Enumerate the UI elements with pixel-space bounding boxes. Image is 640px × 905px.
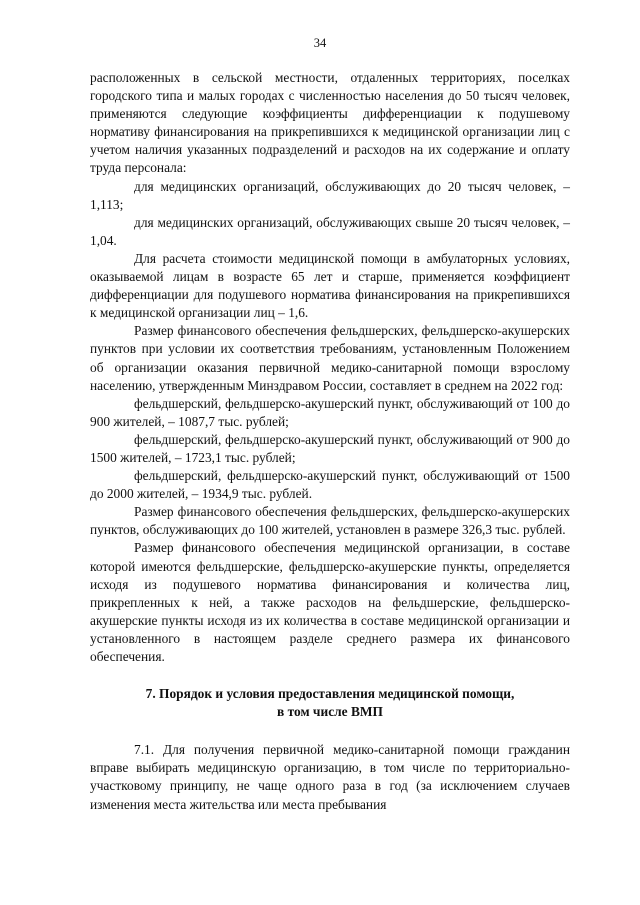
page-number: 34 [313,36,327,50]
body-paragraph: Размер финансового обеспечения медицинской организации, в составе которой имеются фельдшерские, фельдшерско-акушерские пункты, определяется исходя из подушевого норматива финансирования и количества лиц, прикрепленных к ней, а также расходов на фельдшерские, фельдшерско-акушерские пункты исходя из их количества в составе медицинской организации и установленного в настоящем разделе среднего размера их финансового обеспечения. [90,540,570,664]
body-paragraph: Для расчета стоимости медицинской помощи в амбулаторных условиях, оказываемой лицам в возрасте 65 лет и старше, применяется коэффициент дифференциации для подушевого норматива финансирования на прикрепившихся к медицинской организации лиц – 1,6. [90,250,570,321]
body-paragraph: для медицинских организаций, обслуживающих свыше 20 тысяч человек, – 1,04. [90,214,570,248]
body-paragraph: фельдшерский, фельдшерско-акушерский пункт, обслуживающий от 1500 до 2000 жителей, – 1934,9 тыс. рублей. [90,468,570,502]
body-paragraph: для медицинских организаций, обслуживающих до 20 тысяч человек, – 1,113; [90,178,570,212]
section-heading-line: 7. Порядок и условия предоставления медицинской помощи, [145,686,515,702]
section-heading-line: в том числе ВМП [277,704,383,720]
body-paragraph: Размер финансового обеспечения фельдшерских, фельдшерско-акушерских пунктов при условии их соответствия требованиям, установленным Положением об организации оказания первичной медико-санитарной помощи взрослому населению, утвержденным Минздравом России, составляет в среднем на 2022 год: [90,323,570,393]
body-paragraph: фельдшерский, фельдшерско-акушерский пункт, обслуживающий от 900 до 1500 жителей, – 1723,1 тыс. рублей; [90,431,570,465]
body-paragraph: расположенных в сельской местности, отдаленных территориях, поселках городского типа и малых городах с численностью населения до 50 тысяч человек, применяются следующие коэффициенты дифференциации к подушевому нормативу финансирования на прикрепившихся к медицинской организации лиц с учетом наличия указанных подразделений и расходов на их содержание и оплату труда персонала: [90,70,570,176]
document-body [90,69,570,814]
section-heading [90,685,570,721]
body-paragraph: Размер финансового обеспечения фельдшерских, фельдшерско-акушерских пунктов, обслуживающих до 100 жителей, установлен в размере 326,3 тыс. рублей. [90,504,570,538]
body-paragraph: фельдшерский, фельдшерско-акушерский пункт, обслуживающий от 100 до 900 жителей, – 1087,7 тыс. рублей; [90,395,570,429]
body-paragraph: 7.1. Для получения первичной медико-санитарной помощи гражданин вправе выбирать медицинскую организацию, в том числе по территориально-участковому принципу, не чаще одного раза в год (за исключением случаев изменения места жительства или места пребывания [90,742,570,812]
